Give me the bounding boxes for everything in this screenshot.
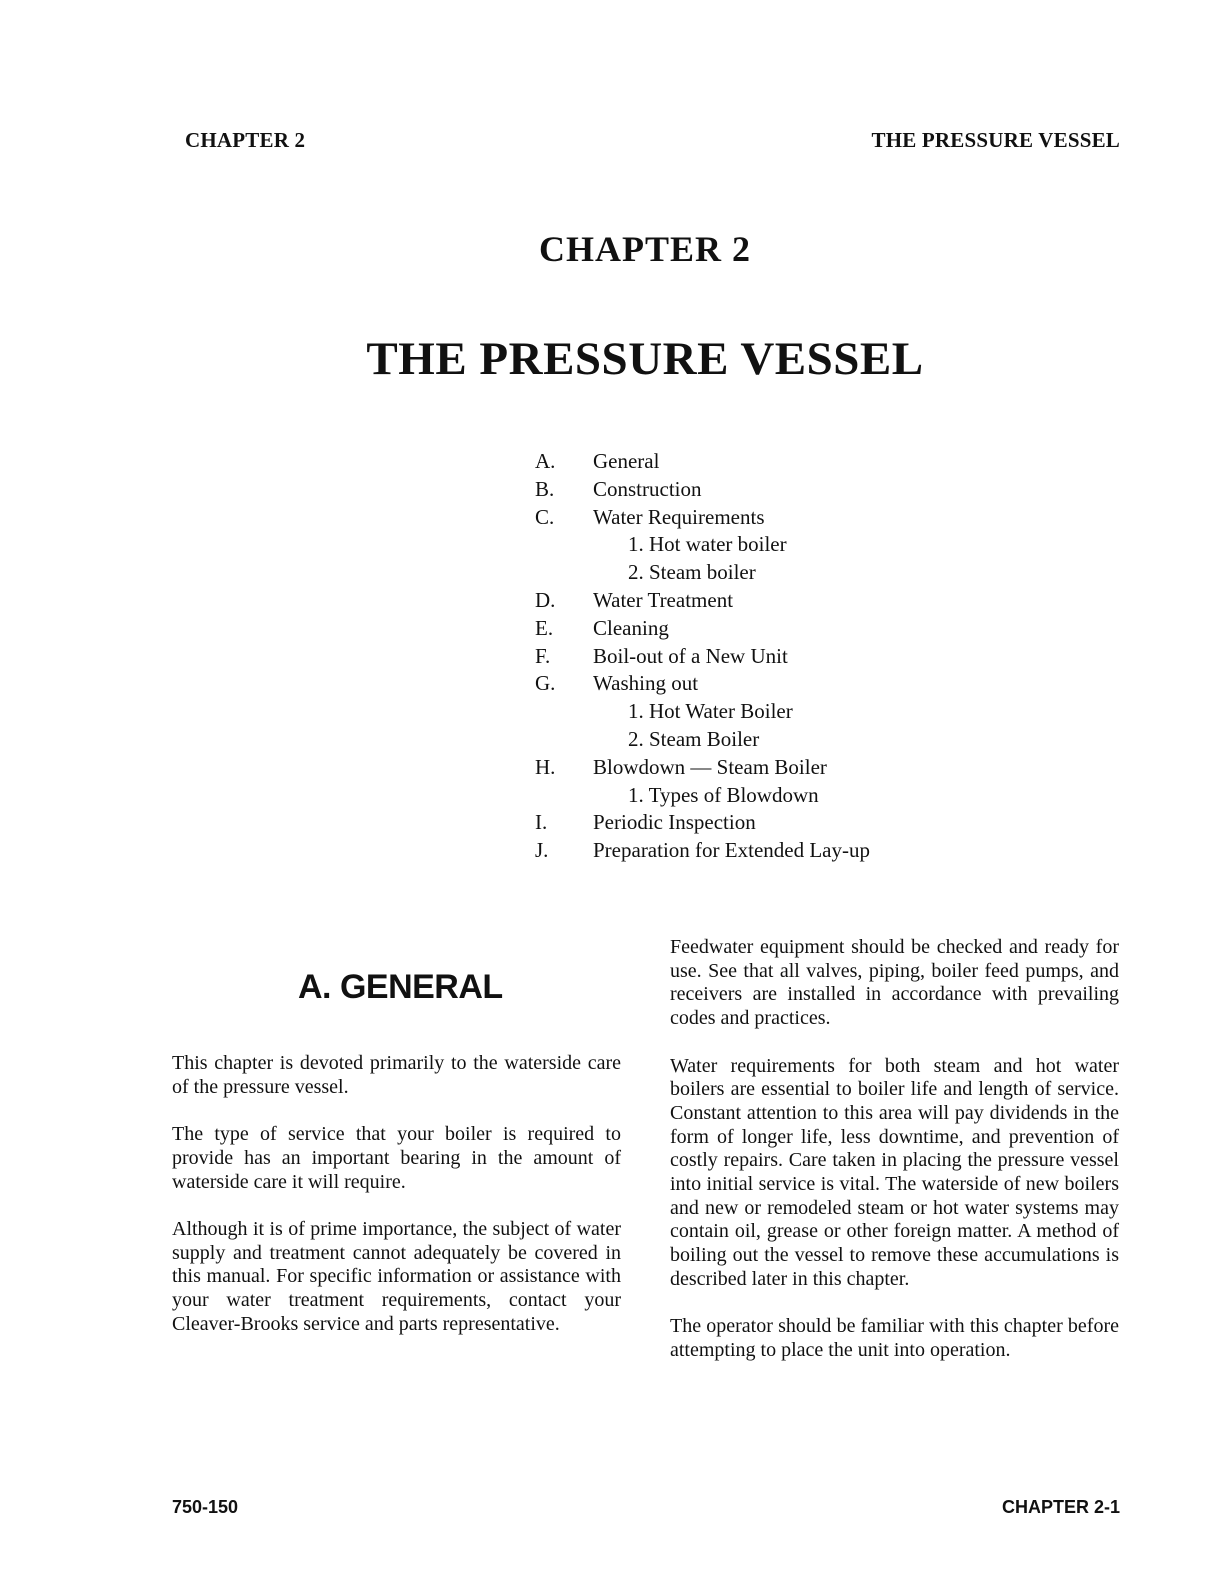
toc-label: Water Requirements xyxy=(593,504,765,529)
toc-item-j xyxy=(535,837,870,865)
toc-label: 1. Hot water boiler xyxy=(628,532,787,557)
toc-label: Blowdown — Steam Boiler xyxy=(593,754,827,779)
toc-letter: F. xyxy=(535,643,551,668)
paragraph: Water requirements for both steam and hot water boilers are essential to boiler life and length of service. Constant attention to this area will pay dividends in the form of longer life, less downtime, and prevention of costly repairs. Care taken in placing the pressure vessel into initial service is vital. The waterside of new boilers and new or remodeled steam or hot water systems may contain oil, grease or other foreign matter. A method of boiling out the vessel to remove these accumulations is described later in this chapter. xyxy=(670,1054,1119,1290)
toc-item-b xyxy=(535,476,870,504)
footer-page-number: CHAPTER 2-1 xyxy=(1001,1497,1120,1517)
toc-label: Construction xyxy=(593,476,702,501)
toc-subitem xyxy=(535,726,870,754)
paragraph: This chapter is devoted primarily to the waterside care of the pressure vessel. xyxy=(172,1052,621,1098)
toc-label: Water Treatment xyxy=(593,587,734,612)
toc-subitem xyxy=(535,531,870,559)
toc-letter: H. xyxy=(535,754,556,779)
table-of-contents xyxy=(535,448,870,865)
toc-letter: E. xyxy=(535,615,554,640)
left-column xyxy=(172,1052,621,1360)
toc-item-h xyxy=(535,754,870,782)
toc-item-d xyxy=(535,587,870,615)
toc-label: Periodic Inspection xyxy=(593,810,756,835)
toc-label: 2. Steam boiler xyxy=(628,560,756,585)
chapter-title: THE PRESSURE VESSEL xyxy=(366,333,924,385)
toc-item-f xyxy=(535,643,870,671)
toc-label: Cleaning xyxy=(593,615,669,640)
section-heading-general: A. GENERAL xyxy=(298,968,503,1006)
toc-label: General xyxy=(593,449,660,473)
toc-letter: G. xyxy=(535,671,556,696)
right-column xyxy=(670,936,1119,1386)
toc-item-e xyxy=(535,615,870,643)
toc-subitem xyxy=(535,782,870,810)
toc-item-g xyxy=(535,670,870,698)
toc-letter: B. xyxy=(535,476,555,501)
paragraph: The operator should be familiar with this chapter before attempting to place the unit into operation. xyxy=(670,1315,1119,1361)
toc-letter: D. xyxy=(535,587,556,612)
toc-letter: I. xyxy=(535,810,548,835)
toc-item-a xyxy=(535,448,870,476)
chapter-number: CHAPTER 2 xyxy=(538,229,751,269)
toc-label: 1. Types of Blowdown xyxy=(628,782,819,807)
running-header-chapter: CHAPTER 2 xyxy=(185,128,306,152)
toc-item-i xyxy=(535,809,870,837)
toc-item-c xyxy=(535,504,870,532)
paragraph: The type of service that your boiler is required to provide has an important bearing in the amount of waterside care it will require. xyxy=(172,1123,621,1193)
toc-label: Washing out xyxy=(593,671,699,696)
paragraph: Feedwater equipment should be checked and ready for use. See that all valves, piping, boiler feed pumps, and receivers are installed in accordance with prevailing codes and practices. xyxy=(670,936,1119,1030)
footer-document-number: 750-150 xyxy=(172,1497,239,1517)
toc-label: 2. Steam Boiler xyxy=(628,726,760,751)
toc-subitem xyxy=(535,559,870,587)
toc-label: 1. Hot Water Boiler xyxy=(628,699,793,724)
toc-label: Preparation for Extended Lay-up xyxy=(593,838,870,863)
toc-letter: C. xyxy=(535,504,555,529)
toc-letter: A. xyxy=(535,449,556,473)
toc-subitem xyxy=(535,698,870,726)
toc-label: Boil-out of a New Unit xyxy=(593,643,788,668)
paragraph: Although it is of prime importance, the subject of water supply and treatment cannot adequately be covered in this manual. For specific information or assistance with your water treatment requirements, contact your Cleaver-Brooks service and parts representative. xyxy=(172,1217,621,1335)
toc-letter: J. xyxy=(535,838,549,863)
running-header-title: THE PRESSURE VESSEL xyxy=(871,128,1120,152)
